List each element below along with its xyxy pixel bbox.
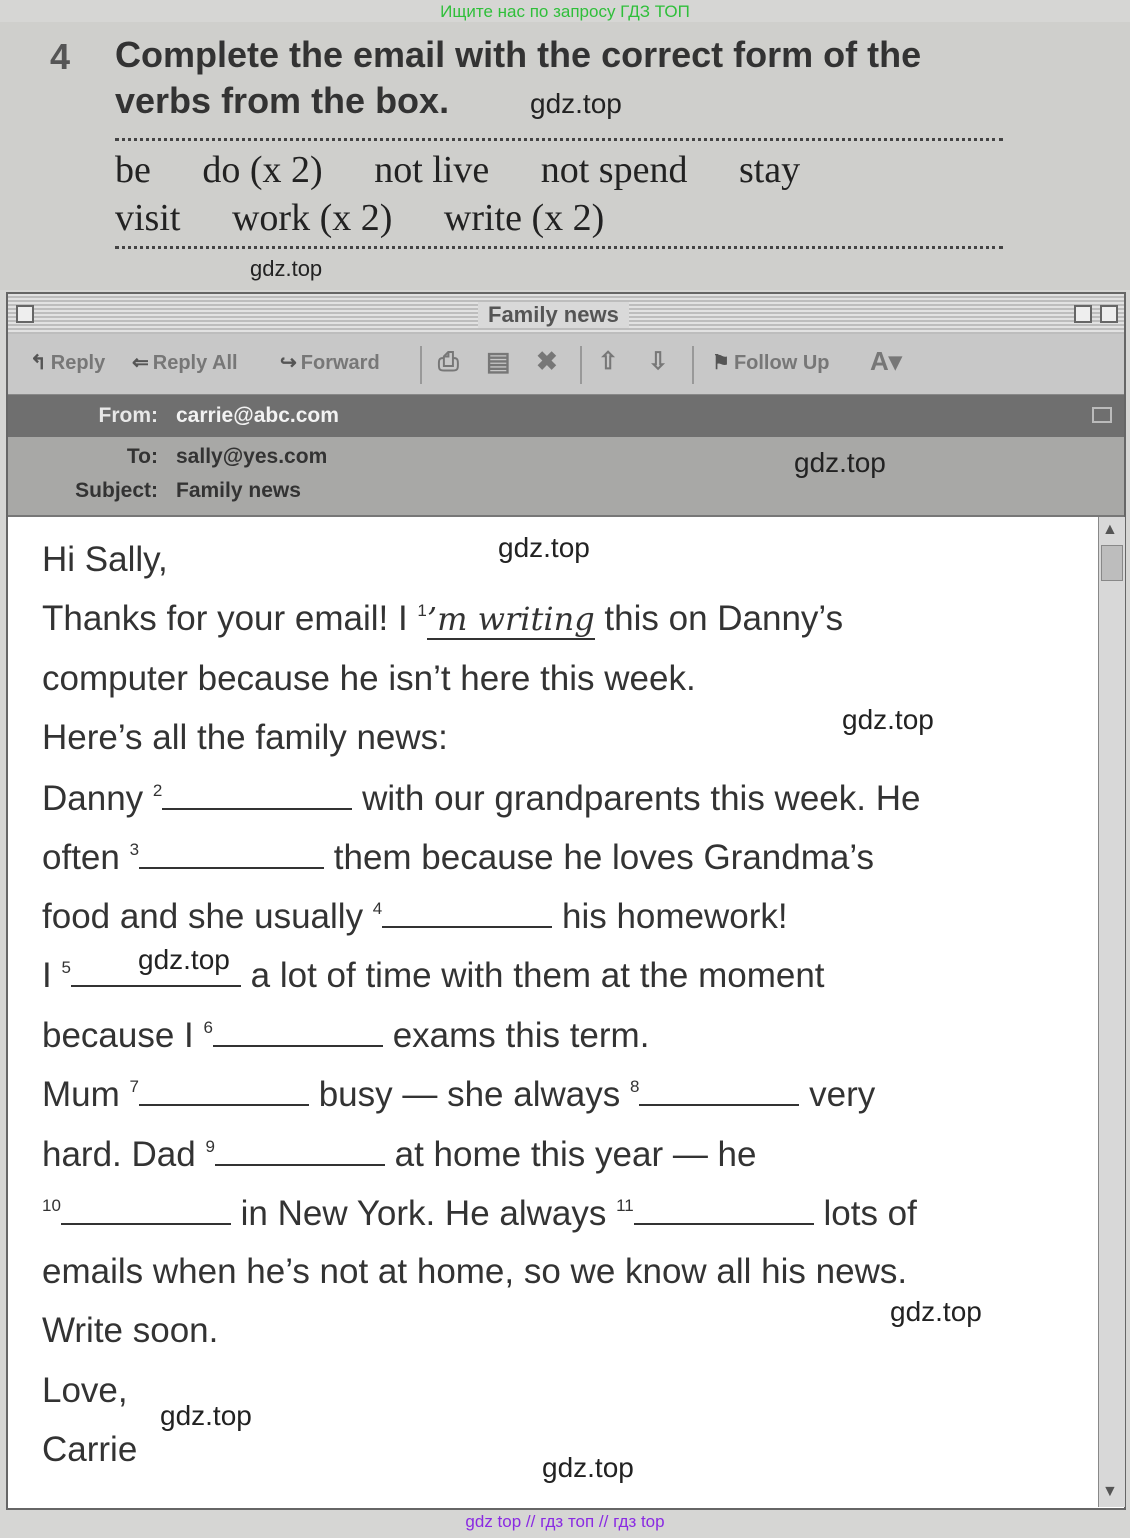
verb-box-row2 — [115, 196, 646, 240]
to-label: To: — [126, 445, 158, 468]
email-line: Here’s all the family news: — [42, 718, 448, 757]
answer-blank-10[interactable] — [61, 1193, 231, 1225]
answer-blank-2[interactable] — [162, 778, 352, 810]
forward-icon: ↪ — [280, 352, 297, 374]
email-line: food and she usually $^4$ his homework! — [42, 897, 788, 936]
scroll-up-icon[interactable]: ▲ — [1102, 521, 1118, 538]
font-menu-icon[interactable]: A▾ — [870, 346, 902, 376]
flag-icon: ⚑ — [712, 352, 730, 374]
exercise-title-line2: verbs from the box. — [115, 80, 450, 121]
answer-blank-9[interactable] — [215, 1134, 385, 1166]
email-signature: Carrie — [42, 1430, 138, 1469]
watermark: gdz.top — [842, 704, 934, 735]
scroll-down-icon[interactable]: ▼ — [1102, 1483, 1118, 1500]
scrollbar[interactable] — [1098, 517, 1125, 1507]
watermark: gdz.top — [160, 1400, 252, 1431]
toolbar-separator — [692, 346, 694, 384]
verb-word: not spend — [540, 149, 688, 191]
verb-word: work (x 2) — [231, 197, 393, 239]
delete-icon[interactable]: ✖ — [536, 346, 558, 376]
header-details — [8, 437, 1124, 517]
exercise-title-line1: Complete the email with the correct form of the — [115, 34, 922, 75]
envelope-icon[interactable] — [1092, 407, 1112, 423]
answer-blank-7[interactable] — [139, 1074, 309, 1106]
close-box-icon[interactable] — [16, 305, 34, 323]
scroll-thumb[interactable] — [1101, 545, 1123, 581]
reply-all-icon: ⇐ — [132, 352, 149, 374]
verb-box-row1 — [115, 148, 842, 192]
email-line: Thanks for your email! I $^1$’m writing this on Danny’s — [42, 599, 844, 638]
file-icon[interactable]: ▤ — [486, 346, 511, 376]
box-top-border — [115, 138, 1003, 141]
email-line: Love, — [42, 1371, 128, 1410]
email-line: hard. Dad $^9$ at home this year — he — [42, 1135, 757, 1174]
answer-1: ’m writing — [426, 600, 595, 638]
verb-word: not live — [374, 149, 490, 191]
subject-label: Subject: — [75, 479, 158, 502]
email-line: Write soon. — [42, 1311, 219, 1350]
answer-blank-4[interactable] — [382, 896, 552, 928]
answer-blank-8[interactable] — [639, 1074, 799, 1106]
footer-links[interactable]: gdz top // гдз топ // гдз top — [465, 1512, 665, 1531]
email-line: because I $^6$ exams this term. — [42, 1016, 650, 1055]
from-row — [8, 395, 1124, 437]
email-line: Danny $^2$ with our grandparents this week. He — [42, 779, 921, 818]
answer-blank-11[interactable] — [634, 1193, 814, 1225]
answer-blank-3[interactable] — [139, 837, 324, 869]
verb-word: do (x 2) — [202, 149, 323, 191]
verb-word: visit — [115, 197, 181, 239]
to-value[interactable]: sally@yes.com — [176, 445, 328, 468]
subject-value: Family news — [176, 479, 301, 502]
collapse-box-icon[interactable] — [1100, 305, 1118, 323]
watermark: gdz.top — [794, 447, 886, 478]
email-line: $^{10}$ in New York. He always $^{11}$ lots of — [42, 1194, 917, 1233]
answer-blank-6[interactable] — [213, 1015, 383, 1047]
print-icon[interactable]: ⎙ — [438, 346, 459, 376]
watermark: gdz.top — [498, 532, 590, 563]
box-bottom-border — [115, 246, 1003, 249]
watermark: gdz.top — [890, 1296, 982, 1327]
watermark: gdz.top — [530, 88, 622, 119]
email-greeting: Hi Sally, — [42, 540, 168, 579]
top-banner[interactable]: Ищите нас по запросу ГДЗ ТОП — [440, 2, 690, 21]
reply-icon: ↰ — [30, 352, 47, 374]
toolbar-separator — [580, 346, 582, 384]
window-title: Family news — [478, 302, 629, 328]
email-line: often $^3$ them because he loves Grandma’s — [42, 838, 874, 877]
watermark: gdz.top — [250, 256, 323, 281]
email-line: I $^5$ a lot of time with them at the moment — [42, 956, 825, 995]
toolbar — [8, 334, 1124, 395]
from-value[interactable]: carrie@abc.com — [176, 404, 339, 427]
window-titlebar[interactable] — [8, 294, 1124, 335]
forward-button[interactable]: ↪ Forward — [280, 352, 380, 374]
follow-up-button[interactable]: ⚑ Follow Up — [712, 352, 830, 374]
exercise-number: 4 — [50, 36, 71, 77]
verb-word: write (x 2) — [443, 197, 605, 239]
verb-word: stay — [738, 149, 801, 191]
reply-all-button[interactable]: ⇐ Reply All — [132, 352, 238, 374]
watermark: gdz.top — [138, 944, 230, 975]
email-line: Mum $^7$ busy — she always $^8$ very — [42, 1075, 876, 1114]
toolbar-separator — [420, 346, 422, 384]
previous-icon[interactable]: ⇧ — [598, 348, 619, 375]
next-icon[interactable]: ⇩ — [648, 348, 669, 375]
reply-button[interactable]: ↰ Reply — [30, 352, 106, 374]
email-line: computer because he isn’t here this week. — [42, 659, 696, 698]
zoom-box-icon[interactable] — [1074, 305, 1092, 323]
verb-word: be — [115, 149, 151, 191]
from-label: From: — [98, 404, 158, 427]
watermark: gdz.top — [542, 1452, 634, 1483]
email-line: emails when he’s not at home, so we know all his news. — [42, 1252, 908, 1291]
